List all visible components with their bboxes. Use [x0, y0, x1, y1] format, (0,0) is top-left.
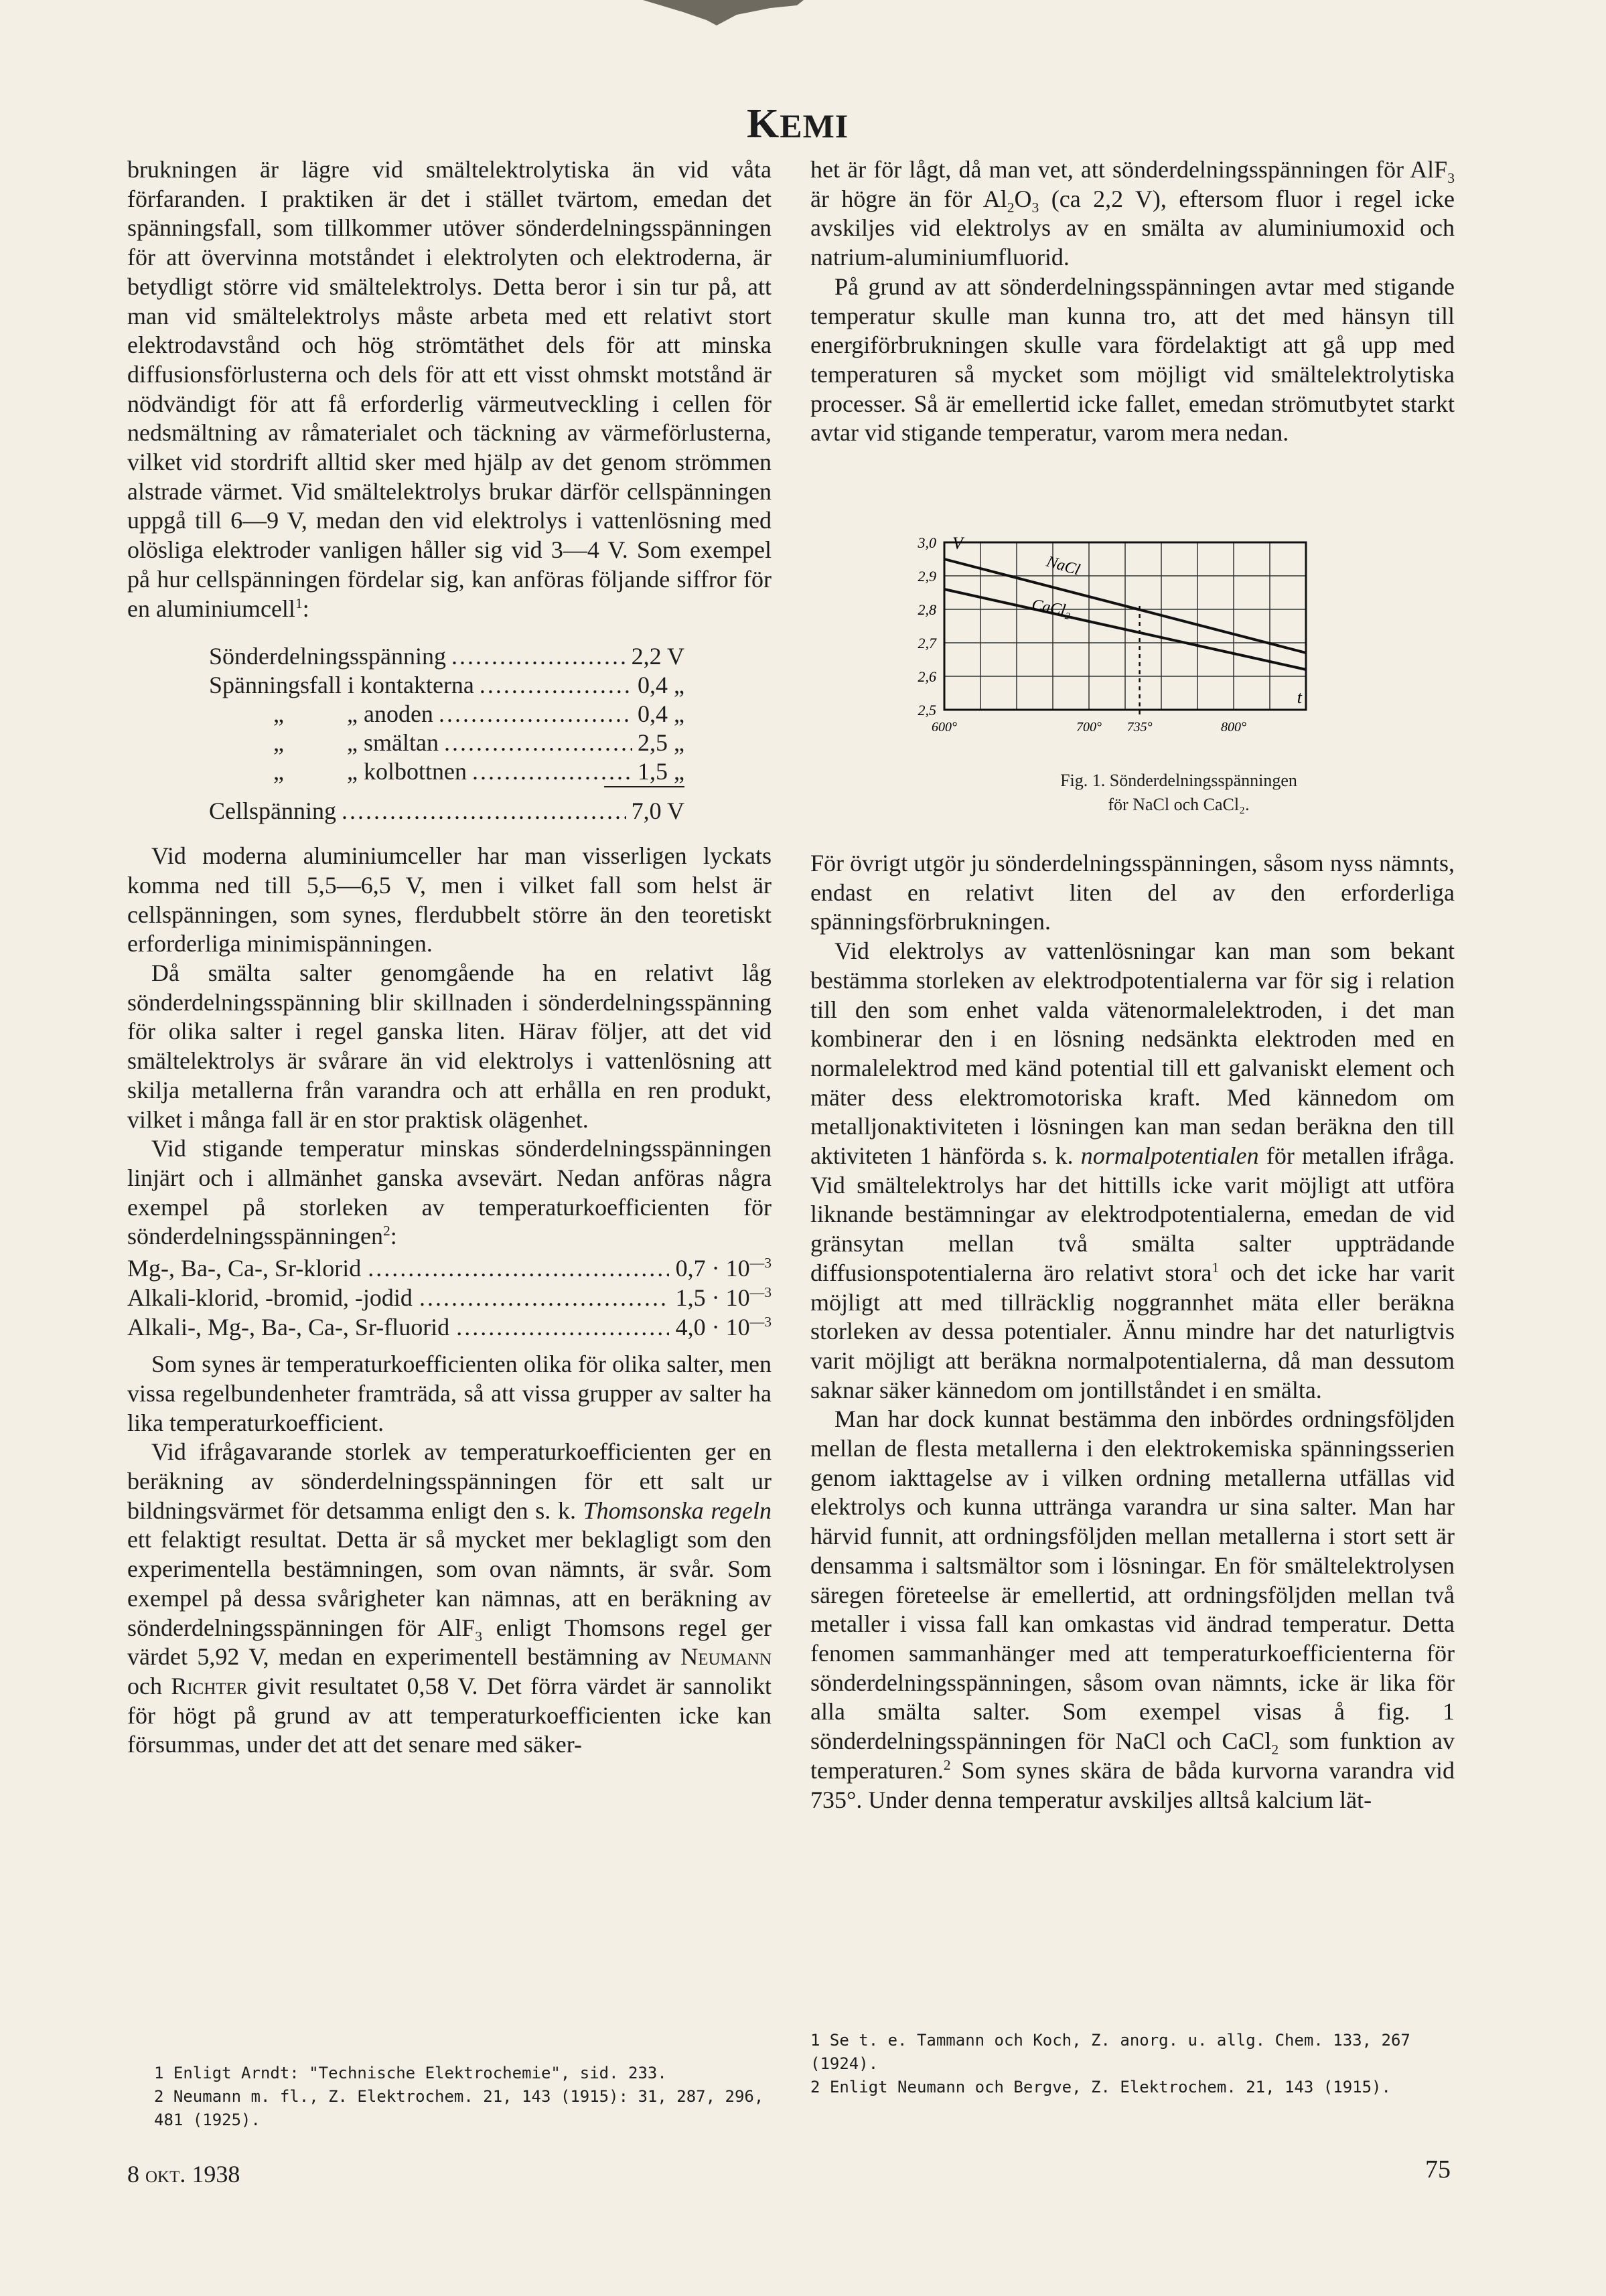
header-initial: K	[747, 101, 780, 147]
table-row: Alkali-, Mg-, Ba-, Ca-, Sr-fluorid ..... $4,0 \cdot 10^{—3}$	[127, 1313, 772, 1343]
right-paragraph-2: På grund av att sönderdelningsspänningen avtar med stigande temperatur skulle man kunna tro, att det med hänsyn till energiförbrukningen skulle vara fördelaktigt att gå upp med temperaturen så mycket som möjligt vid smältelektrolytiska processer. Så är emellertid icke fallet, emedan strömutbytet starkt avtar vid stigande temperatur, varom mera nedan.	[810, 273, 1455, 447]
figure-caption: Fig. 1. Sönderdelningsspänningen för NaCl och CaCl₂.	[1060, 771, 1297, 814]
series-label: NaCl	[1044, 552, 1082, 579]
table-row: „ „ kolbottnen ..... 1,5 „	[209, 757, 684, 786]
series-label: CaCl₂	[1030, 596, 1073, 621]
footnote: 1 Se t. e. Tammann och Koch, Z. anorg. u. allg. Chem. 133, 267 (1924).	[810, 2031, 1410, 2073]
right-column-bottom	[810, 849, 1455, 1815]
left-column	[127, 155, 772, 1760]
header-rest: EMI	[780, 107, 849, 145]
footnote: 1 Enligt Arndt: "Technische Elektrochemie", sid. 233.	[154, 2064, 667, 2082]
right-footnotes	[810, 2029, 1467, 2099]
table-row: Alkali-klorid, -bromid, -jodid ..... $1,5 \cdot 10^{—3}$	[127, 1284, 772, 1313]
x-tick-label: 600°	[932, 720, 957, 735]
y-tick-label: 2,5	[918, 702, 936, 718]
table-row: „ „ smältan ..... 2,5 „	[209, 729, 684, 757]
right-paragraph-4: Vid elektrolys av vattenlösningar kan man som bekant bestämma storleken av elektrodpotentialerna var för sig i relation till den som enhet valda vätenormalelektroden, i det man kombinerar den i en lösning nedsänkta elektroden med en normalelektrod med känd potential till ett galvaniskt element och mäter dess elektromotoriska kraft. Med kännedom om metalljonaktiviteten i lösningen kan man sedan beräkna den till aktiviteten 1 hänförda s. k. normalpotentialen för metallen ifråga. Vid smältelektrolys har det hittills icke varit möjligt att utföra liknande bestämningar av elektrodpotentialerna, emedan de vid gränsytan mellan två smälta salter uppträdande diffusionspotentialerna äro relativt stora$^1$ och det icke har varit möjligt att med tillräcklig noggrannhet mäta eller beräkna storleken av dessa potentialer. Ännu mindre har det naturligtvis varit möjligt att beräkna normalpotentialerna, då man dessutom saknar säker kännedom om jontillståndet i en smälta.	[810, 937, 1455, 1403]
temperature-coefficient-table	[127, 1254, 772, 1342]
right-paragraph-3: För övrigt utgör ju sönderdelningsspänningen, såsom nyss nämnts, endast en relativt liten del av den erforderliga spänningsförbrukningen.	[810, 850, 1455, 935]
footnote: 2 Neumann m. fl., Z. Elektrochem. 21, 143 (1915): 31, 287, 296, 481 (1925).	[154, 2087, 764, 2129]
right-paragraph-5: Man har dock kunnat bestämma den inbördes ordningsföljden mellan de flesta metallerna i den elektrokemiska spänningsserien genom iakttagelse av i vilken ordning metallerna utfällas vid elektrolys och kunna uttränga varandra ur sina salter. Man har härvid funnit, att ordningsföljden mellan metallerna i stort sett är densamma i saltsmältor som i lösningar. En för smältelektrolysen säregen företeelse är emellertid, att ordningsföljden mellan två metaller i vissa fall kan omkastas vid ändrad temperatur. Detta fenomen sammanhänger med att temperaturkoefficienterna för sönderdelningsspänningen, såsom ovan nämnts, icke är lika för alla smälta salter. Som exempel visas å fig. 1 sönderdelningsspänningen för NaCl och CaCl$_2$ som funktion av temperaturen.$^2$ Som synes skära de båda kurvorna varandra vid 735°. Under denna temperatur avskiljes alltså kalcium lät-	[810, 1405, 1455, 1813]
section-header	[747, 100, 849, 148]
x-tick-label: 800°	[1221, 720, 1246, 735]
issue-date: 8 okt. 1938	[127, 2161, 240, 2188]
x-tick-label: 735°	[1126, 720, 1153, 735]
table-total-row: Cellspänning ..... 7,0 V	[209, 797, 684, 826]
y-tick-label: 2,7	[918, 635, 936, 652]
footnote: 2 Enligt Neumann och Bergve, Z. Elektrochem. 21, 143 (1915).	[810, 2078, 1391, 2096]
left-paragraph-4: Vid stigande temperatur minskas sönderdelningsspänningen linjärt och i allmänhet ganska avsevärt. Nedan anföras några exempel på storleken av temperaturkoefficienten för sönderdelningsspänningen$^2$:	[127, 1135, 772, 1250]
left-paragraph-1: brukningen är lägre vid smältelektrolytiska än vid våta förfaranden. I praktiken är det i stället tvärtom, emedan det spänningsfall, som tillkommer utöver sönderdelningsspänningen för att övervinna motståndet i elektrolyten och elektroderna, är betydligt större vid smältelektrolys. Detta beror i sin tur på, att man vid smältelektrolys måste arbeta med ett relativt stort elektrodavstånd och hög strömtäthet dels för att minska diffusionsförlusterna och dels för att ett visst ohmskt motstånd är nödvändigt för att få erforderlig värmeutveckling i cellen för nedsmältning av råmaterialet och täckning av värmeförlusterna, vilket vid stordrift alltid sker med hjälp av det genom strömmen alstrade värmet. Vid smältelektrolys brukar därför cellspänningen uppgå till 6—9 V, medan den vid elektrolys i vattenlösning med olösliga elektroder vanligen håller sig vid 3—4 V. Som exempel på hur cellspänningen fördelar sig, kan anföras följande siffror för en aluminiumcell$^1$:	[127, 156, 772, 622]
table-row: Sönderdelningsspänning ..... 2,2 V	[209, 642, 684, 671]
table-row: Spänningsfall i kontakterna ..... 0,4 „	[209, 671, 684, 700]
paper-tear	[643, 0, 804, 29]
sum-rule	[604, 786, 684, 787]
left-paragraph-6: Vid ifrågavarande storlek av temperaturkoefficienten ger en beräkning av sönderdelningsspänningen för ett salt ur bildningsvärmet för detsamma enligt den s. k. Thomsonska regeln ett felaktigt resultat. Detta är så mycket mer beklagligt som den experimentella bestämningen, som ovan nämnts, är svår. Som exempel på dessa svårigheter kan nämnas, att en beräkning av sönderdelningsspänningen för AlF$_3$ enligt Thomsons regel ger värdet 5,92 V, medan en experimentell bestämning av Neumann och Richter givit resultatet 0,58 V. Det förra värdet är sannolikt för högt på grund av att temperaturkoefficienten icke kan försummas, under det att det senare med säker-	[127, 1438, 772, 1758]
y-tick-label: 3,0	[918, 534, 936, 551]
right-paragraph-1: het är för lågt, då man vet, att sönderdelningsspänningen för AlF$_3$ är högre än för $Al_2O_3$ (ca 2,2 V), eftersom fluor i regel icke avskiljes vid elektrolys av en smälta av aluminiumoxid och natrium-aluminiumfluorid.	[810, 156, 1455, 271]
left-paragraph-2: Vid moderna aluminiumceller har man visserligen lyckats komma ned till 5,5—6,5 V, men i vilket fall som helst är cellspänningen, som synes, flerdubbelt större än den teoretiskt erforderliga minimispänningen.	[127, 842, 772, 958]
y-tick-label: 2,9	[918, 568, 936, 585]
right-column-top	[810, 155, 1455, 448]
cell-voltage-table	[209, 642, 684, 826]
page-number: 75	[1425, 2155, 1451, 2184]
y-tick-label: 2,6	[918, 668, 936, 685]
y-axis-label: V	[952, 534, 963, 553]
table-row: Mg-, Ba-, Ca-, Sr-klorid ..... $0,7 \cdot 10^{—3}$	[127, 1254, 772, 1284]
decomposition-voltage-chart	[891, 529, 1346, 757]
left-paragraph-3: Då smälta salter genomgående ha en relativt låg sönderdelningsspänning blir skillnaden i sönderdelningsspänning för olika salter i regel ganska liten. Härav följer, att det vid smältelektrolys är svårare än vid elektrolys i vattenlösning att skilja metallerna från varandra och att erhålla en ren produkt, vilket i många fall är en stor praktisk olägenhet.	[127, 960, 772, 1133]
left-paragraph-5: Som synes är temperaturkoefficienten olika för olika salter, men vissa regelbundenheter framträda, så att vissa grupper av salter ha lika temperaturkoefficient.	[127, 1351, 772, 1436]
y-tick-label: 2,8	[918, 601, 936, 618]
left-footnotes	[154, 2062, 777, 2132]
table-row: „ „ anoden ..... 0,4 „	[209, 700, 684, 729]
x-tick-label: 700°	[1076, 720, 1102, 735]
x-axis-label: t	[1297, 688, 1302, 707]
